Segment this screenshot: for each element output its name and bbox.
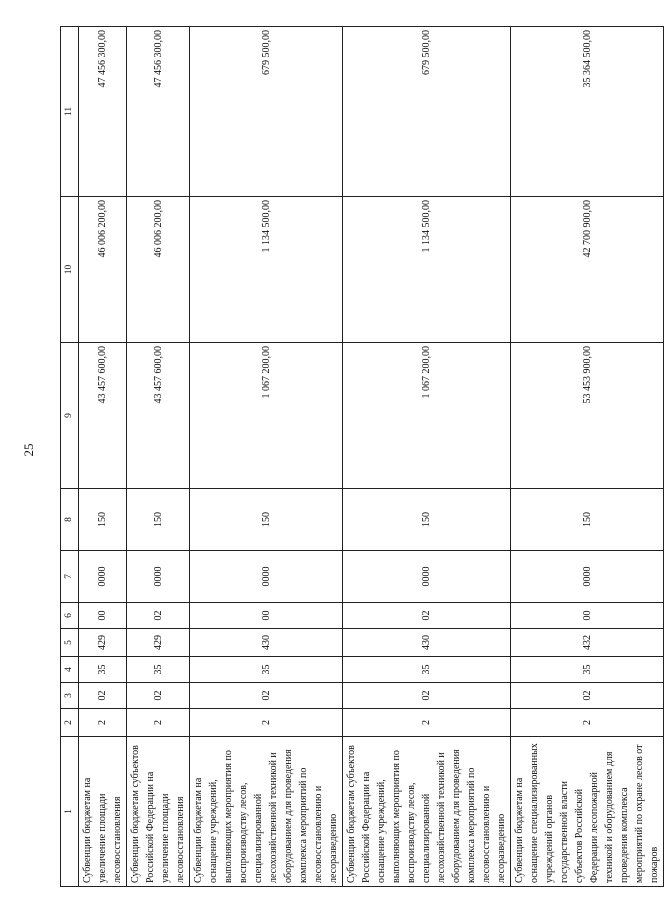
cell-c5: 429 <box>127 629 190 657</box>
cell-c3: 02 <box>79 683 127 709</box>
cell-c10: 42 700 900,00 <box>511 197 664 343</box>
cell-c8: 150 <box>190 489 343 551</box>
cell-c11: 679 500,00 <box>190 27 343 197</box>
cell-c10: 1 134 500,00 <box>190 197 343 343</box>
col-header-6: 6 <box>61 603 79 629</box>
col-header-7: 7 <box>61 551 79 603</box>
cell-c3: 02 <box>343 683 511 709</box>
cell-c7: 0000 <box>127 551 190 603</box>
row-name: Субвенции бюджетам субъектов Российской Федерации на оснащение учреждений, выполняющих мероприятия по воспроизводству лесов, специализированной лесохозяйственной техникой и оборудованием для проведения комплекса мероприятий по лесовосстановлению и лесоразведению <box>343 737 511 887</box>
cell-c5: 430 <box>343 629 511 657</box>
cell-c10: 46 006 200,00 <box>79 197 127 343</box>
cell-c2: 2 <box>343 709 511 737</box>
table-row <box>127 27 190 887</box>
table-row <box>79 27 127 887</box>
cell-c8: 150 <box>127 489 190 551</box>
cell-c11: 679 500,00 <box>343 27 511 197</box>
cell-c9: 1 067 200,00 <box>190 343 343 489</box>
col-header-5: 5 <box>61 629 79 657</box>
page-number: 25 <box>21 443 36 457</box>
cell-c6: 02 <box>127 603 190 629</box>
cell-c3: 02 <box>190 683 343 709</box>
col-header-8: 8 <box>61 489 79 551</box>
cell-c7: 0000 <box>190 551 343 603</box>
budget-table <box>60 26 664 887</box>
cell-c8: 150 <box>343 489 511 551</box>
col-header-3: 3 <box>61 683 79 709</box>
row-name: Субвенции бюджетам на увеличение площади лесовосстановления <box>79 737 127 887</box>
cell-c6: 02 <box>343 603 511 629</box>
cell-c6: 00 <box>190 603 343 629</box>
cell-c4: 35 <box>190 657 343 683</box>
cell-c7: 0000 <box>79 551 127 603</box>
cell-c2: 2 <box>79 709 127 737</box>
cell-c4: 35 <box>511 657 664 683</box>
table-row <box>190 27 343 887</box>
cell-c11: 47 456 300,00 <box>79 27 127 197</box>
cell-c6: 00 <box>79 603 127 629</box>
cell-c10: 46 006 200,00 <box>127 197 190 343</box>
cell-c5: 430 <box>190 629 343 657</box>
cell-c11: 47 456 300,00 <box>127 27 190 197</box>
cell-c7: 0000 <box>511 551 664 603</box>
cell-c5: 432 <box>511 629 664 657</box>
col-header-9: 9 <box>61 343 79 489</box>
col-header-11: 11 <box>61 27 79 197</box>
col-header-10: 10 <box>61 197 79 343</box>
cell-c2: 2 <box>511 709 664 737</box>
header-row <box>61 27 79 887</box>
table-row <box>511 27 664 887</box>
cell-c2: 2 <box>190 709 343 737</box>
col-header-4: 4 <box>61 657 79 683</box>
cell-c3: 02 <box>511 683 664 709</box>
cell-c8: 150 <box>511 489 664 551</box>
row-name: Субвенции бюджетам субъектов Российской Федерации на увеличение площади лесовосстановления <box>127 737 190 887</box>
cell-c10: 1 134 500,00 <box>343 197 511 343</box>
cell-c9: 43 457 600,00 <box>79 343 127 489</box>
cell-c4: 35 <box>127 657 190 683</box>
col-header-1: 1 <box>61 737 79 887</box>
col-header-2: 2 <box>61 709 79 737</box>
cell-c4: 35 <box>343 657 511 683</box>
cell-c8: 150 <box>79 489 127 551</box>
cell-c6: 00 <box>511 603 664 629</box>
cell-c2: 2 <box>127 709 190 737</box>
cell-c4: 35 <box>79 657 127 683</box>
row-name: Субвенции бюджетам на оснащение учреждений, выполняющих мероприятия по воспроизводству лесов, специализированной лесохозяйственной техникой и оборудованием для проведения комплекса мероприятий по лесовосстановлению и лесоразведению <box>190 737 343 887</box>
cell-c9: 53 453 900,00 <box>511 343 664 489</box>
cell-c5: 429 <box>79 629 127 657</box>
rotated-page <box>60 27 660 887</box>
cell-c11: 35 364 500,00 <box>511 27 664 197</box>
row-name: Субвенции бюджетам на оснащение специализированных учреждений органов государственной власти субъектов Российской Федерации лесопожарной техникой и оборудованием для проведения комплекса мероприятий по охране лесов от пожаров <box>511 737 664 887</box>
cell-c3: 02 <box>127 683 190 709</box>
table-row <box>343 27 511 887</box>
cell-c7: 0000 <box>343 551 511 603</box>
cell-c9: 43 457 600,00 <box>127 343 190 489</box>
cell-c9: 1 067 200,00 <box>343 343 511 489</box>
